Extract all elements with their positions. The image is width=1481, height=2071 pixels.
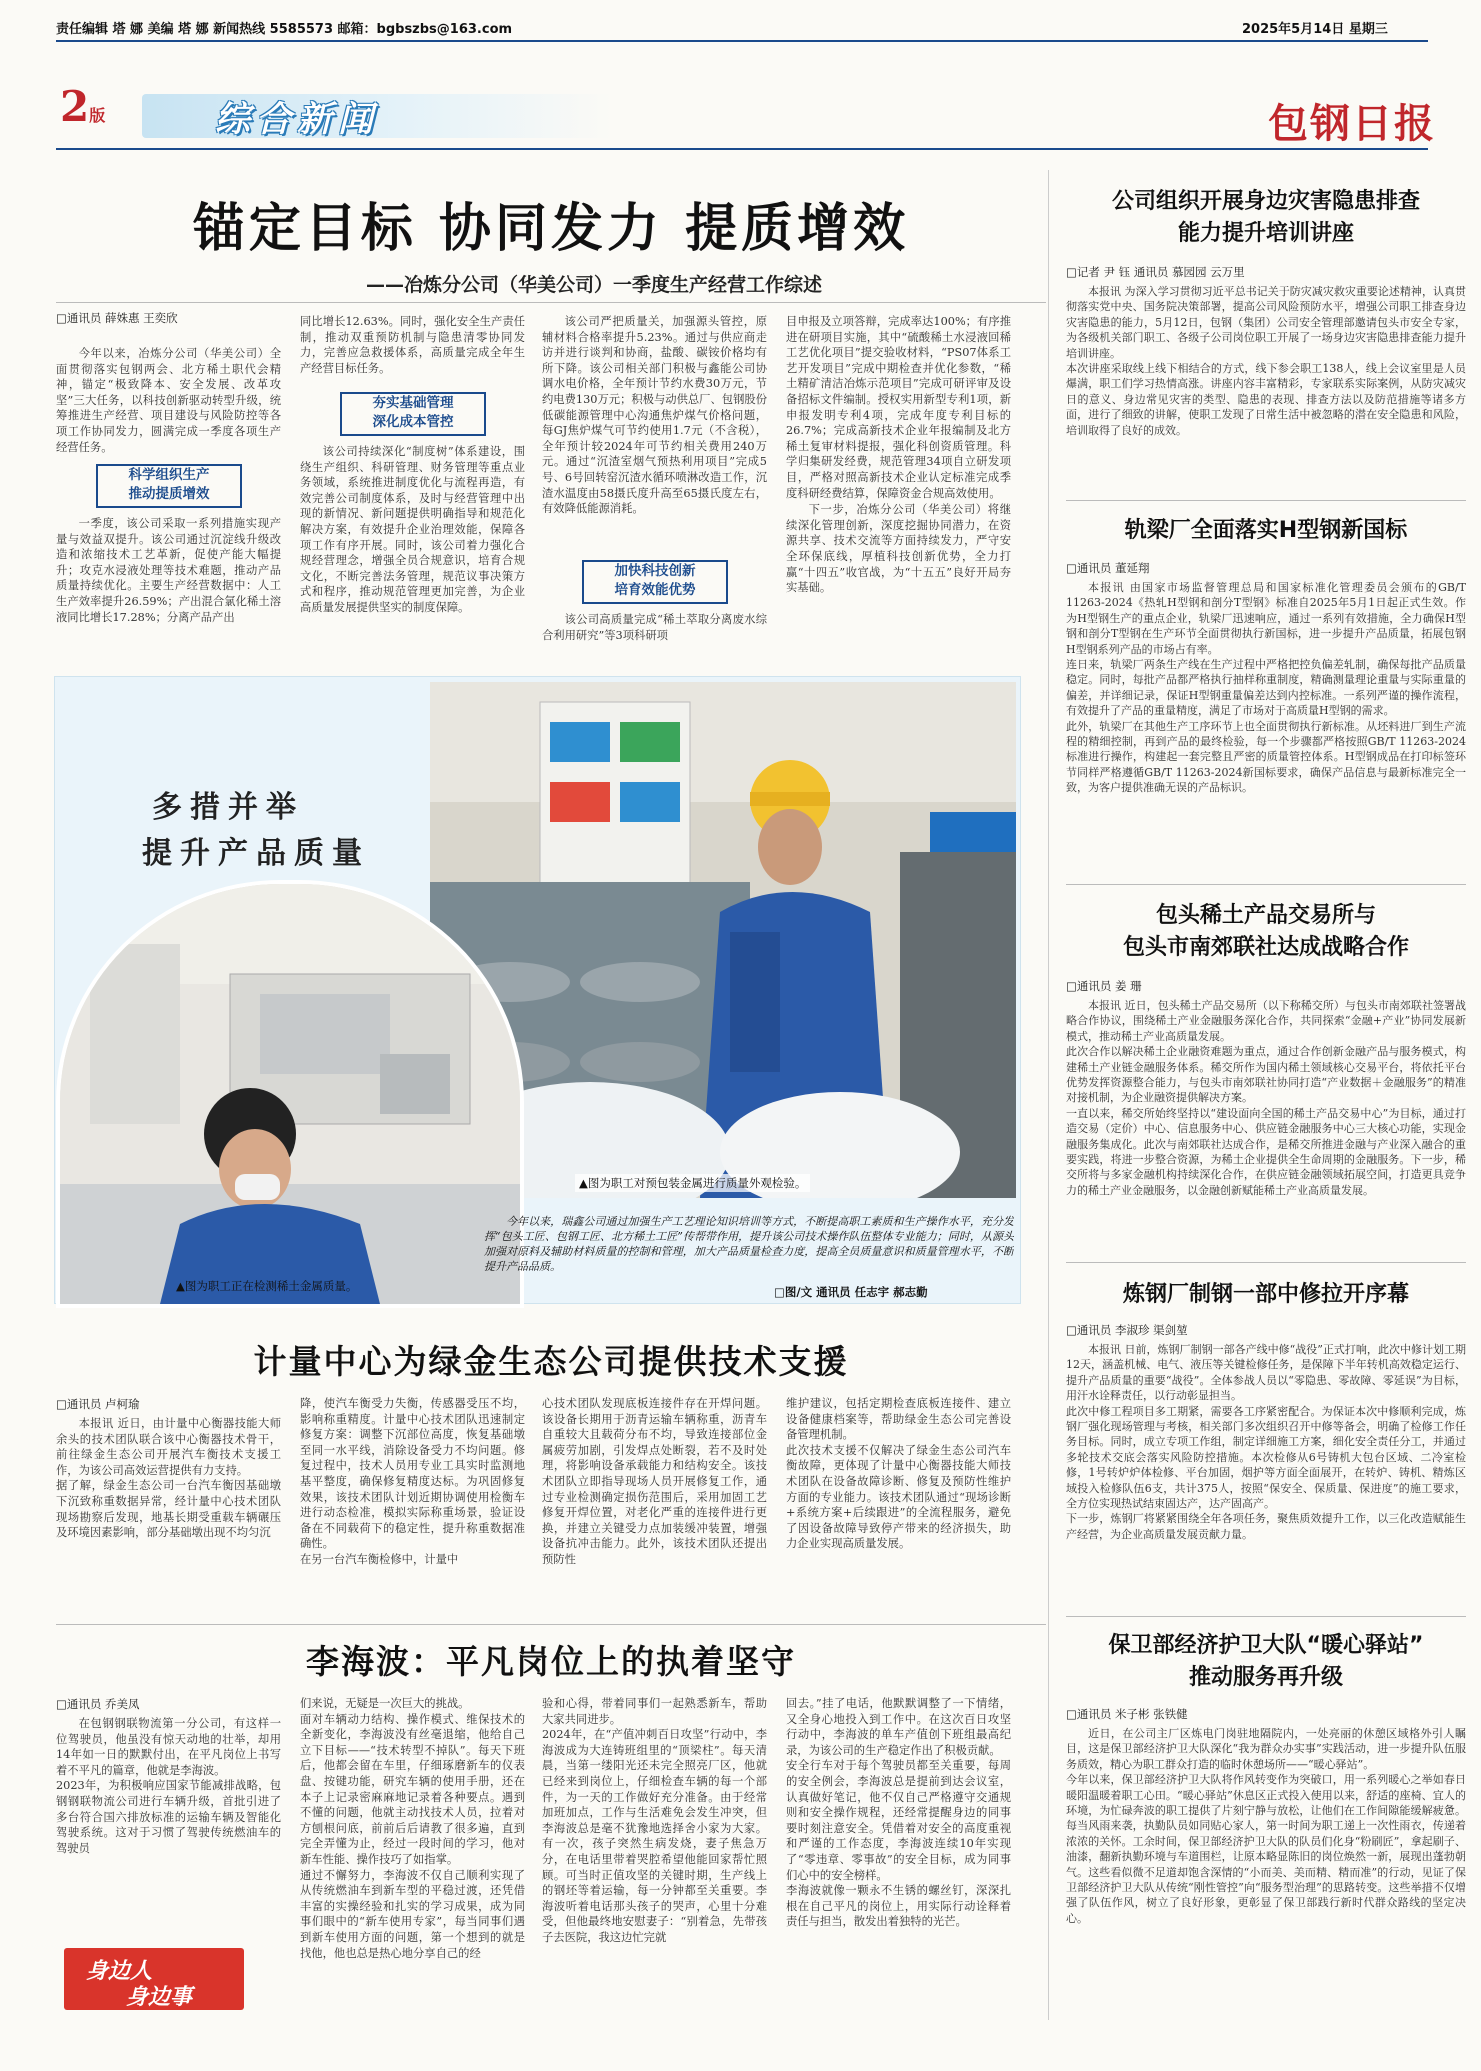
photo-credit: □图/文 通讯员 任志宇 郝志勤 xyxy=(774,1285,928,1299)
lead-col4-para-1: 目申报及立项答辩，完成率达100%；有序推进在研项目实施，其中“硫酸稀土水浸液回稀工艺优化项目”提交验收材料，“PS07体系工艺开发项目”完成中期检查并优化参数，“稀土精矿清洁冶炼示范项目”完成可研评审及设备招标文件编制。授权实用新型专利1项，新申报发明专利4项，完成年度专利目标的26.7%；完成高新技术企业年报编制及北方稀土复审材料提报，强化科创资质管理。科学归集研发经费，规范管理34项自立研发项目，严格对照高新技术企业认定标准完成季度科研经费结算，保障资金合规高效使用。 xyxy=(786,315,1011,500)
profile-badge-line-1: 身边人 xyxy=(86,1959,153,1984)
lead-col4-para-2: 下一步，冶炼分公司（华美公司）将继续深化管理创新，深度挖掘协同潜力，在资源共享、技术交流等方面持续发力，严守安全环保底线，厚植科技创新优势，全力打赢“十四五”收官战，为“十五五”良好开局夯实基础。 xyxy=(786,503,1011,595)
lead-subtitle: ——冶炼分公司（华美公司）一季度生产经营工作综述 xyxy=(366,274,823,296)
lead-col-3 xyxy=(542,314,767,564)
lead-title-rule xyxy=(56,302,1046,303)
r1-divider xyxy=(1066,500,1466,501)
lead-col2-para-2: 该公司持续深化“制度树”体系建设，围绕生产组织、科研管理、财务管理等重点业务领域，系统推进制度优化与流程再造，有效完善公司制度体系，及时与经营管理中出现的新情况、新问题提供明确指导和规范化解决方案，有效提升企业治理效能，保障各项工作有序开展。同时，该公司着力强化合规经营理念，增强全员合规意识，培育合规文化，不断完善法务管理，规范议事决策方式和程序，推动规范管理更加完善，为企业高质量发展提供坚实的制度保障。 xyxy=(300,445,525,614)
lead-byline: □通讯员 薛姝惠 王奕欣 xyxy=(56,311,178,325)
r2-body xyxy=(1066,580,1466,876)
lead-col-2 xyxy=(300,314,525,394)
lead-col-1b xyxy=(56,516,281,646)
r3-divider xyxy=(1066,1262,1466,1263)
metro-col-3 xyxy=(542,1396,767,1616)
lead-col-4 xyxy=(786,314,1011,644)
profile-col4-text: 回去。”挂了电话，他默默调整了一下情绪，又全身心地投入到工作中。在这次百日攻坚行动中，李海波的单车产值创下班组最高纪录，为该公司的生产稳定作出了积极贡献。 安全行车对于每个驾驶员都至关重要，每周的安全例会，李海波总是提前到达会议室，认真做好笔记，他不仅自己严格遵守交通规则和安全操作规程，还经常提醒身边的同事要时刻注意安全。凭借着对安全的高度重视和严谨的工作态度，李海波连续10年实现了“零违章、零事故”的安全目标，成为同事们心中的安全榜样。 李海波就像一颗永不生锈的螺丝钉，深深扎根在自己平凡的岗位上，用实际行动诠释着责任与担当，散发出着独特的光芒。 xyxy=(786,1697,1011,1929)
r5-text: 近日，在公司主厂区炼电门岗驻地隔院内，一处亮丽的休憩区域格外引人瞩目，这是保卫部经济护卫大队深化“我为群众办实事”实践活动，进一步提升队伍服务质效，精心为职工群众打造的临时休憩场所——“暖心驿站”。 今年以来，保卫部经济护卫大队将作风转变作为突破口，用一系列暖心之举如春日暖阳温暖着职工心田。“暖心驿站”休息区正式投入使用以来，舒适的座椅、宜人的环境，为忙碌奔波的职工提供了片刻宁静与放松，让他们在工作间隙能缓解疲惫。每当风雨来袭，执勤队员如同贴心家人，第一时间为职工递上一次性雨衣，传递着浓浓的关怀。工余时间，保卫部经济护卫大队的队员们化身“粉刷匠”，拿起刷子、油漆，翻新执勤环境与车道围栏，让原本略显陈旧的岗位焕然一新，展现出蓬勃朝气。这些看似微不足道却饱含深情的“小而美、美而精、精而准”的行动，见证了保卫部经济护卫大队从传统“刚性管控”向“服务型治理”的思路转变。这些举措不仅增强了队伍作风，树立了良好形象，更彰显了保卫部践行新时代群众路线的坚定决心。 xyxy=(1066,1727,1466,1925)
masthead-date: 2025年5月14日 星期三 xyxy=(1242,22,1388,37)
metro-col1-text: 本报讯 近日，由计量中心衡器技能大师余头的技术团队联合该中心衡器技术骨干，前往绿金生态公司开展汽车衡技术支援工作，为该公司高效运营提供有力支持。 据了解，绿金生态公司一台汽车衡因基础墩下沉致称重数据异常，经计量中心技术团队现场勘察后发现，地基长期受重载车辆碾压及环境因素影响，部分基础墩出现不均匀沉 xyxy=(56,1417,281,1540)
calligraphy-line-2: 提升产品质量 xyxy=(142,836,370,871)
lead-col2-para-1: 同比增长12.63%。同时，强化安全生产责任制，推动双重预防机制与隐患清零协同发力，完善应急救援体系，高质量完成全年生产经营目标任务。 xyxy=(300,315,525,375)
r1-body xyxy=(1066,284,1466,482)
profile-byline: □通讯员 乔美凤 xyxy=(56,1697,140,1711)
page-number-suffix: 版 xyxy=(89,106,106,125)
r1-title: 公司组织开展身边灾害隐患排查 能力提升培训讲座 xyxy=(1111,189,1420,246)
profile-col-3 xyxy=(542,1696,767,2016)
masthead-editors: 责任编辑 塔 娜 美编 塔 娜 新闻热线 5585573 邮箱：bgbszbs@163.com xyxy=(56,22,513,37)
metro-col-1 xyxy=(56,1416,281,1616)
r5-body xyxy=(1066,1726,1466,2026)
metro-col4-text: 维护建议，包括定期检查底板连接件、建立设备健康档案等，帮助绿金生态公司完善设备管理机制。 此次技术支援不仅解决了绿金生态公司汽车衡故障，更体现了计量中心衡器技能大师技术团队在设备故障诊断、修复及预防性维护方面的专业能力。该技术团队通过“现场诊断+系统方案+后续跟进”的全流程服务，避免了因设备故障导致停产带来的经济损失，助力企业实现高质量发展。 xyxy=(786,1397,1011,1551)
newspaper-logo: 包钢日报 xyxy=(1268,100,1436,147)
masthead-rule-2 xyxy=(56,148,1428,150)
lead-subhead-3: 加快科技创新 培育效能优势 xyxy=(582,560,728,604)
r1-byline: □记者 尹 钰 通讯员 慕园园 云万里 xyxy=(1066,265,1245,279)
metro-col2-text: 降，使汽车衡受力失衡，传感器受压不均，影响称重精度。计量中心技术团队迅速制定修复方案：调整下沉部位高度，恢复基础墩至同一水平线，消除设备受力不均问题。修复过程中，技术人员用专业工具实时监测地基平整度，确保修复精度达标。为巩固修复效果，该技术团队计划近期协调使用检衡车进行动态检准，模拟实际称重场景，验证设备在不同载荷下的稳定性，提升称重数据准确性。 在另一台汽车衡检修中，计量中 xyxy=(300,1397,525,1566)
metro-byline: □通讯员 卢柯瑜 xyxy=(56,1397,140,1411)
lead-subhead-2: 夯实基础管理 深化成本管控 xyxy=(340,392,486,436)
r2-title: 轨梁厂全面落实H型钢新国标 xyxy=(1124,518,1408,543)
profile-badge xyxy=(64,1948,244,2010)
lead-col1-para-1: 今年以来，冶炼分公司（华美公司）全面贯彻落实包钢两会、北方稀土职代会精神，锚定“极致降本、安全发展、改革攻坚”三大任务，以科技创新驱动转型升级，统筹推进生产经营、项目建设与风险防控等各项工作协同发力，圆满完成一季度各项生产经营任务。 xyxy=(56,347,281,454)
metro-col3-text: 心技术团队发现底板连接件存在开焊问题。该设备长期用于沥青运输车辆称重，沥青车自重较大且载荷分布不均，导致连接部位金属疲劳加剧，引发焊点处断裂，若不及时处理，将影响设备承载能力和结构安全。该技术团队立即指导现场人员开展修复工作，通过专业检测确定损伤范围后，采用加固工艺修复开焊位置，对老化严重的连接件进行更换，并建立关键受力点加装缓冲装置，增强设备抗冲击能力。此外，该技术团队还提出预防性 xyxy=(542,1397,767,1566)
right-column-divider xyxy=(1048,170,1049,2020)
calligraphy-line-1: 多措并举 xyxy=(152,790,304,825)
photo-right-caption: ▲图为职工对预包装金属进行质量外观检验。 xyxy=(575,1174,810,1192)
r3-title: 包头稀土产品交易所与 包头市南郊联社达成战略合作 xyxy=(1122,903,1409,960)
r3-text: 本报讯 近日，包头稀土产品交易所（以下称稀交所）与包头市南郊联社签署战略合作协议，围绕稀土产业金融服务深化合作，共同探索“金融+产业”协同发展新模式，推动稀土产业高质量发展。 此次合作以解决稀土企业融资难题为重点，通过合作创新金融产品与服务模式，构建稀土产业链金融服务体系。稀交所作为国内稀土领域核心交易平台，将依托平台优势发挥资源整合能力，与包头市南郊联社协同打造“产业数据＋金融服务”的精准对接机制，为企业融资提供解决方案。 一直以来，稀交所始终坚持以“建设面向全国的稀土产品交易中心”为目标，通过打造交易（定价）中心、信息服务中心、供应链金融服务中心三大核心功能，实现金融服务集成化。此次与南郊联社达成合作，是稀交所推进金融与产业深入融合的重要实践，将进一步整合资源，为稀土企业提供全生命周期的金融服务。下一步，稀交所将与多家金融机构持续深化合作，在供应链金融领域拓展空间，打造更具竞争力的稀土产业金融服务，以金融创新赋能稀土产业高质量发展。 xyxy=(1066,999,1466,1197)
photo-left-caption: ▲图为职工正在检测稀土金属质量。 xyxy=(176,1279,358,1293)
profile-col3-text: 验和心得，带着同事们一起熟悉新车，帮助大家共同进步。 2024年，在“产值冲刺百日攻坚”行动中，李海波成为大连铸班组里的“顶梁柱”。每天清晨，当第一缕阳光还未完全照亮厂区，他就已经来到岗位上，仔细检查车辆的每一个部件，为一天的工作做好充分准备。由于经常加班加点，工作与生活难免会发生冲突，但李海波总是毫不犹豫地选择舍小家为大家。有一次，孩子突然生病发烧，妻子焦急万分，在电话里带着哭腔希望他能回家帮忙照顾。可当时正值攻坚的关键时期，生产线上的钢坯等着运输，每一分钟都至关重要。李海波听着电话那头孩子的哭声，心里十分难受，但他最终地安慰妻子：“别着急，先带孩子去医院，我这边忙完就 xyxy=(542,1697,767,1944)
lead-col-3b xyxy=(542,612,767,646)
metro-col-4 xyxy=(786,1396,1011,1616)
photo-caption-text: 今年以来，瑞鑫公司通过加强生产工艺理论知识培训等方式，不断提高职工素质和生产操作水平，充分发挥“包头工匠、包钢工匠、北方稀土工匠”传帮带作用，提升该公司技术操作队伍整体专业能力；同时，从源头加强对原料及辅助材料质量的控制和管理，加大产品质量检查力度，提高全员质量意识和质量管理水平，不断提升产品品质。 xyxy=(484,1215,1014,1273)
masthead-rule xyxy=(56,40,1428,42)
profile-col-1 xyxy=(56,1716,281,1946)
lead-col-2b xyxy=(300,444,525,644)
r5-title: 保卫部经济护卫大队“暖心驿站” 推动服务再升级 xyxy=(1108,1633,1424,1690)
photo-main-caption xyxy=(484,1214,1014,1284)
r4-body xyxy=(1066,1342,1466,1606)
lead-subhead-1: 科学组织生产 推动提质增效 xyxy=(96,464,242,508)
metro-col-2 xyxy=(300,1396,525,1616)
r4-text: 本报讯 日前，炼钢厂制钢一部各产线中修“战役”正式打响，此次中修计划工期12天，涵盖机械、电气、液压等关键检修任务，是保障下半年转机高效稳定运行、提升产品质量的重要“战役”。全体参战人员以“零隐患、零故障、零延误”为目标，用汗水诠释责任，以行动彰显担当。 此次中修工程项目多工期紧，需要各工序紧密配合。为保证本次中修顺利完成，炼钢厂强化现场管理与考核，相关部门多次组织召开中修等备会，明确了检修工作任务目标。同时，成立专项工作组，制定详细施工方案，细化安全责任分工，并通过多轮技术交底会落实风险防控措施。本次检修从6号铸机大包台区域、二冷室检修，1号转炉炉体检修、平台加固，烟护等方面全面展开，在转炉、铸机、精炼区域投入检修队伍6支，共计375人，按照“保安全、保质量、保进度”的施工要求，全方位实现热试结束固达产，达产固高产。 下一步，炼钢厂将紧紧围绕全年各项任务，聚焦质效提升工作，以三化改造赋能生产经营，为企业高质量发展贡献力量。 xyxy=(1066,1343,1466,1541)
r4-title: 炼钢厂制钢一部中修拉开序幕 xyxy=(1122,1282,1409,1307)
section-title: 综合新闻 xyxy=(215,100,380,140)
r3-body xyxy=(1066,998,1466,1250)
r1-text: 本报讯 为深入学习贯彻习近平总书记关于防灾减灾救灾重要论述精神，认真贯彻落实党中央、国务院决策部署，提高公司风险预防水平，增强公司职工排查身边灾害隐患的能力，5月12日，包钢（集团）公司安全管理部邀请包头市安全专家，为各级机关部门职工、各级子公司岗位职工开展了一场身边灾害隐患排查能力提升培训讲座。 本次讲座采取线上线下相结合的方式，线下参会职工138人，线上会议室里是人员爆满，职工们学习热情高涨。讲座内容丰富精彩，专家联系实际案例，从防灾减灾日的意义、身边常见灾害的类型、隐患的表现、排查方法以及防范措施等诸多方面，进行了细致的讲解，使职工发现了日常生活中被忽略的潜在安全隐患和风险，培训取得了良好的成效。 xyxy=(1066,285,1466,437)
profile-title: 李海波：平凡岗位上的执着坚守 xyxy=(306,1642,796,1681)
metro-title: 计量中心为绿金生态公司提供技术支援 xyxy=(253,1342,849,1381)
r4-divider xyxy=(1066,1616,1466,1617)
r2-divider xyxy=(1066,884,1466,885)
profile-badge-line-2: 身边事 xyxy=(126,1985,193,2010)
lead-col3-para-2: 该公司高质量完成“稀土萃取分离废水综合利用研究”等3项科研项 xyxy=(542,613,767,642)
r4-byline: □通讯员 李淑珍 渠剑堃 xyxy=(1066,1323,1188,1337)
profile-col1-text: 在包钢钢联物流第一分公司，有这样一位驾驶员，他虽没有惊天动地的壮举，却用14年如一日的默默付出，在平凡岗位上书写着不平凡的篇章，他就是李海波。 2023年，为积极响应国家节能减排战略，包钢钢联物流公司进行车辆升级，首批引进了多台符合国六排放标准的运输车辆及智能化驾驶系统。这对于习惯了驾驶传统燃油车的驾驶员 xyxy=(56,1717,281,1855)
profile-col-4 xyxy=(786,1696,1011,2016)
r2-byline: □通讯员 董延翔 xyxy=(1066,561,1150,575)
r2-text: 本报讯 由国家市场监督管理总局和国家标准化管理委员会颁布的GB/T 11263-2024《热轧H型钢和剖分T型钢》标准自2025年5月1日起正式生效。作为H型钢生产的重点企业，轨梁厂迅速响应，通过一系列有效措施，全力确保H型钢和剖分T型钢在生产环节全面贯彻执行新国标，进一步提升产品质量，拓展包钢H型钢系列产品的市场占有率。 连日来，轨梁厂两条生产线在生产过程中严格把控负偏差轧制，确保每批产品质量稳定。同时，每批产品都严格执行抽样称重制度，精确测量理论重量与实际重量的偏差，并详细记录，保证H型钢重量偏差达到内控标准。一系列严谨的操作流程，有效提升了产品的重量精度，满足了市场对于高质量H型钢的需求。 此外，轨梁厂在其他生产工序环节上也全面贯彻执行新标准。从坯料进厂到生产流程的精细控制，再到产品的最终检验，每一个步骤都严格按照GB/T 11263-2024标准进行操作，构建起一套完整且严密的质量管控体系。H型钢成品在打印标签环节同样严格遵循GB/T 11263-2024新国标要求，确保产品信息与最新标准完全一致，为客户提供准确无误的产品标识。 xyxy=(1066,581,1466,795)
profile-col2-text: 们来说，无疑是一次巨大的挑战。 面对车辆动力结构、操作模式、维保技术的全新变化，李海波没有丝毫退缩，他给自己立下目标——“技术转型不掉队”。每天下班后，他都会留在车里，仔细琢磨新车的仪表盘、按键功能，研究车辆的使用手册，还在本子上记录密麻麻地记录着各种要点。遇到不懂的问题，他就主动找技术人员，拉着对方刨根问底，前前后后请教了很多遍，直到完全弄懂为止，经过一段时间的学习，他对新车性能、操作技巧了如指掌。 通过不懈努力，李海波不仅自己顺利实现了从传统燃油车到新车型的平稳过渡，还凭借丰富的实操经验和扎实的学习成果，成为同事们眼中的“新车使用专家”，每当同事们遇到新车使用方面的问题，第一个想到的就是找他，他也总是热心地分享自己的经 xyxy=(300,1697,525,1960)
profile-col-2 xyxy=(300,1696,525,2016)
metro-divider xyxy=(56,1624,1046,1625)
r5-byline: □通讯员 米子彬 张铁健 xyxy=(1066,1707,1188,1721)
lead-col3-para-1: 该公司严把质量关，加强源头管控，原辅材料合格率提升5.23%。通过与供应商走访并进行谈判和协商，盐酸、碳铵价格均有所下降。该公司相关部门积极与鑫能公司协调水电价格，全年预计节约水费30万元，节约电费130万元；积极与动供总厂、包钢股份低碳能源管理中心沟通焦炉煤气价格问题，每GJ焦炉煤气可节约使用1.7元（不含税），全年预计较2024年可节约相关费用240万元。通过“沉渣室烟气预热利用项目”完成5号、6号回转窑沉渣水循环喷淋改造工作，沉渣水温度由58摄氏度升高至65摄氏度左右，有效降低能源消耗。 xyxy=(542,315,767,516)
page-number xyxy=(60,82,106,131)
lead-col1-para-2: 一季度，该公司采取一系列措施实现产量与效益双提升。该公司通过沉淀线升级改造和浓缩技术工艺革新，促使产能大幅提升；攻克水浸液处理等技术难题，推动产品质量持续优化。主要生产经营数据中：人工生产效率提升26.59%；产出混合氯化稀土溶液同比增长17.28%；分离产品产出 xyxy=(56,517,281,624)
lead-title: 锚定目标 协同发力 提质增效 xyxy=(192,199,910,259)
page-number-digit: 2 xyxy=(60,82,90,131)
photo-left xyxy=(56,880,524,1308)
r3-byline: □通讯员 姜 珊 xyxy=(1066,979,1142,993)
